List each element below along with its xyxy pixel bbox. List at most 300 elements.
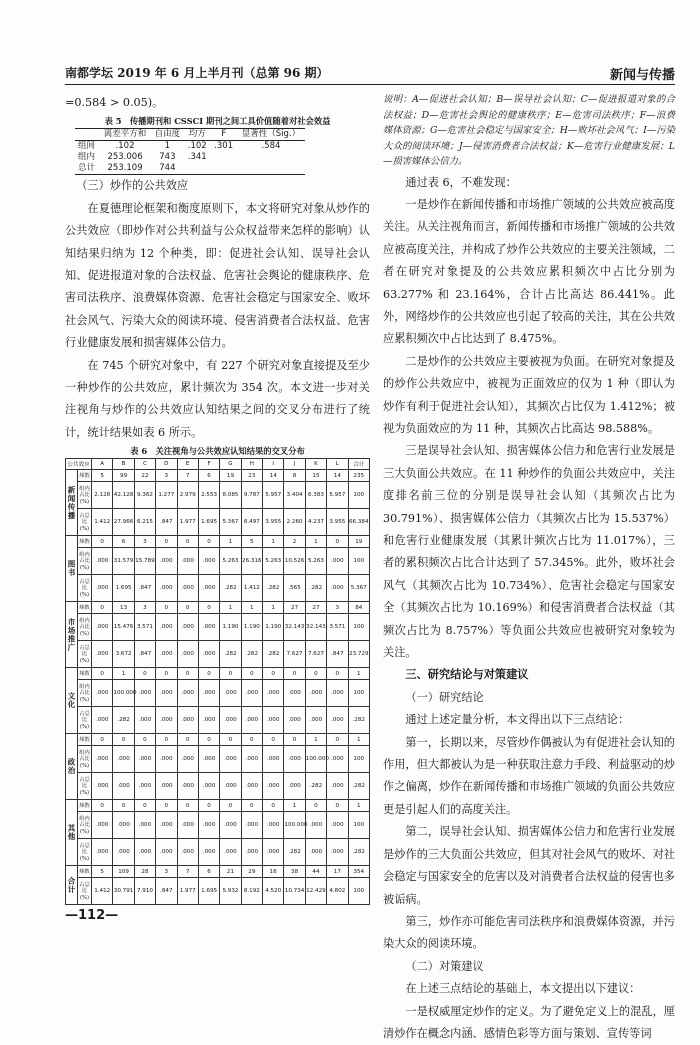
table6-cell: 3 — [134, 602, 155, 614]
table6-row — [66, 680, 370, 707]
table6-cell: .000 — [177, 812, 198, 839]
table5-cell: 总计 — [78, 163, 96, 174]
table6-cell: .000 — [177, 641, 198, 668]
table6-header-cell: H — [241, 459, 262, 470]
table6-cell: 32.143 — [305, 614, 326, 641]
table6-cell: 99 — [113, 470, 134, 482]
table6-cell: 0 — [177, 800, 198, 812]
table6-cell: 1.277 — [156, 482, 177, 509]
table6-cell: 0 — [241, 800, 262, 812]
table6-cell: 19 — [348, 536, 369, 548]
table6-cell: .000 — [220, 839, 241, 866]
table6-cell: 1.190 — [241, 614, 262, 641]
paragraph: 在上述三点结论的基础上，本文提出以下建议： — [405, 982, 641, 996]
table5-header-cell: 均方 — [188, 129, 206, 140]
table6-row — [66, 668, 370, 680]
table6-row-label: 组内占比(%) — [78, 812, 92, 839]
table6-cell: 7.910 — [134, 878, 155, 905]
table6-cell: .000 — [241, 839, 262, 866]
journal-title: 南都学坛 2019 年 6 月上半月刊（总第 96 期） — [65, 66, 329, 80]
table6-group-label: 图书 — [66, 536, 78, 602]
table5-cell: .102 — [187, 141, 207, 152]
paragraph: 第一，长期以来，尽管炒作偶被认为有促进社会认知的作用，但大都被认为是一种获取注意力手段、利益驱动的炒作之偏离，炒作在新闻传播和市场推广领域的负面公共效应更是引起人们的高度关注。 — [383, 735, 675, 816]
table6-cell: 8.085 — [220, 482, 241, 509]
table6-cell: 0 — [134, 668, 155, 680]
table6-cell: 3.955 — [263, 509, 284, 536]
table6-cell: .000 — [327, 680, 348, 707]
table6-cell: .000 — [92, 641, 113, 668]
table6-cell: .000 — [263, 707, 284, 734]
table6-cell: 15 — [305, 470, 326, 482]
table6-cell: 0 — [92, 800, 113, 812]
table6-row — [66, 509, 370, 536]
table6-cell: .000 — [198, 707, 219, 734]
paragraph: 二是炒作的公共效应主要被视为负面。在研究对象提及的炒作公共效应中，被视为正面效应的仅为 1 种（即认为炒作有利于促进社会认知），其频次占比仅为 1.412%；被视为负面效应的为 11 种，其频次占比高达 98.588%。 — [383, 354, 675, 435]
paragraph: 在夏德理论框架和衡度原则下，本文将研究对象从炒作的公共效应（即炒作对公共利益与公众权益带来怎样的影响）认知结果归纳为 12 个种类，即：促进社会认知、误导社会认知、促进报道对象的合法权益、危害社会舆论的健康秩序、危害司法秩序、浪费媒体资源、危害社会稳定与国家安全、败坏社会风气、污染大众的阅读环境、侵害消费者合法权益、危害行业健康发展和损害媒体公信力。 — [65, 201, 370, 350]
table6-cell: .000 — [284, 746, 305, 773]
table6-cell: 0 — [305, 800, 326, 812]
table6-cell: .000 — [156, 773, 177, 800]
table6-cell: 5 — [92, 866, 113, 878]
table6-row-label: 占总比(%) — [78, 641, 92, 668]
paragraph: 在 745 个研究对象中，有 227 个研究对象直接提及至少一种炒作的公共效应，累计频次为 354 次。本文进一步对关注视角与炒作的公共效应认知结果之间的交叉分布进行了统计，统计结果如表 6 所示。 — [65, 358, 370, 439]
table6-header-cell: B — [113, 459, 134, 470]
table6-caption: 表 6 关注视角与公共效应认知结果的交叉分布 — [130, 446, 305, 457]
table6-cell: 8 — [284, 470, 305, 482]
table6-cell: 0 — [198, 800, 219, 812]
table6-cell: 0 — [177, 668, 198, 680]
table6-row-label: 占总比(%) — [78, 575, 92, 602]
table6-cell: .000 — [156, 707, 177, 734]
table6-cell: 10.526 — [284, 548, 305, 575]
table6-row — [66, 812, 370, 839]
table6-cell: .000 — [113, 812, 134, 839]
table6-cell: 7.627 — [284, 641, 305, 668]
table5-cell: .584 — [261, 141, 281, 152]
table6-cell: 100 — [348, 680, 369, 707]
table6-cell: 29 — [241, 866, 262, 878]
left-column — [65, 92, 370, 905]
table6-cell: 3 — [134, 536, 155, 548]
table6-cell: 8.192 — [241, 878, 262, 905]
table6-row-label: 占总比(%) — [78, 839, 92, 866]
table6-cell: 100.000 — [305, 746, 326, 773]
table6-cell: .000 — [92, 812, 113, 839]
table6-cell: 0 — [177, 536, 198, 548]
table6-cell: 27 — [305, 602, 326, 614]
table6-cell: 21 — [220, 866, 241, 878]
table6-cell: 5.932 — [220, 878, 241, 905]
table6-cell: 3.672 — [113, 641, 134, 668]
table6-cell: 5.263 — [220, 548, 241, 575]
table6-cell: .000 — [327, 746, 348, 773]
table6-cell: .000 — [327, 707, 348, 734]
table5-cell: 组间 — [78, 141, 96, 152]
table6-row — [66, 707, 370, 734]
table6-cell: .000 — [198, 575, 219, 602]
table6-cell: 15.789 — [134, 548, 155, 575]
table6-cell: 66.384 — [348, 509, 369, 536]
table6-cell: 1 — [241, 602, 262, 614]
table6-cell: .000 — [284, 773, 305, 800]
table6-cell: .000 — [327, 548, 348, 575]
right-column — [383, 92, 675, 1045]
table6-cell: .000 — [92, 746, 113, 773]
table6-cell: 14 — [263, 470, 284, 482]
table6-row-label: 频数 — [78, 602, 92, 614]
table6-group-label: 新闻传播 — [66, 470, 78, 536]
paragraph: 一是炒作在新闻传播和市场推广领域的公共效应被高度关注。从关注视角而言，新闻传播和市场推广领域的公共效应被高度关注，并构成了炒作公共效应的主要关注领域，二者在研究对象提及的公共效应累积频次中占比分别为 63.277% 和 23.164%，合计占比高达 86.441%。此外，网络炒作的公共效应也引起了较高的关注，其在公共效应累积频次中占比达到了 8.475%。 — [383, 197, 675, 346]
table6-group-label: 文化 — [66, 668, 78, 734]
table6-row — [66, 734, 370, 746]
table6-cell: .000 — [241, 773, 262, 800]
table6-cell: .000 — [134, 773, 155, 800]
table6-cell: .000 — [134, 707, 155, 734]
table6 — [65, 458, 370, 905]
table6-cell: .000 — [92, 773, 113, 800]
paragraph: 通过表 6，不难发现： — [405, 175, 517, 189]
table6-cell: .000 — [92, 548, 113, 575]
table6-header-cell: 公共效应 — [66, 459, 92, 470]
table5-cell — [237, 152, 305, 163]
table6-cell: 1.190 — [263, 614, 284, 641]
table6-cell: 5.367 — [348, 575, 369, 602]
table6-row — [66, 536, 370, 548]
table6-cell: .000 — [92, 680, 113, 707]
table6-cell: .847 — [134, 641, 155, 668]
table6-cell: 31.579 — [113, 548, 134, 575]
table6-row — [66, 470, 370, 482]
table6-cell: .000 — [263, 680, 284, 707]
table6-group-label: 合计 — [66, 866, 78, 905]
table-note: 说明：A—促进社会认知；B—误导社会认知；C—促进报道对象的合法权益；D—危害社会舆论的健康秩序；E—危害司法秩序；F—浪费媒体资源；G—危害社会稳定与国家安全；H—败坏社会风气；I—污染大众的阅读环境；J—侵害消费者合法权益；K—危害行业健康发展；L—损害媒体公信力。 — [383, 94, 675, 167]
table6-cell: 2.553 — [198, 482, 219, 509]
table6-header-cell: F — [198, 459, 219, 470]
subsection-heading: （二）对策建议 — [405, 959, 484, 973]
table6-cell: 1 — [348, 668, 369, 680]
table6-cell: 30.791 — [113, 878, 134, 905]
table6-cell: .000 — [241, 746, 262, 773]
table6-cell: 0 — [263, 800, 284, 812]
table6-cell: .565 — [284, 575, 305, 602]
table6-cell: .000 — [92, 707, 113, 734]
table6-cell: .000 — [177, 839, 198, 866]
table5-cell: 组内 — [78, 152, 96, 163]
table6-cell: 6 — [198, 470, 219, 482]
table6-cell: .000 — [198, 773, 219, 800]
table5-header-cell: F — [221, 129, 227, 140]
table6-cell: 0 — [220, 668, 241, 680]
table6-cell: 12.429 — [305, 878, 326, 905]
table6-cell: .000 — [327, 812, 348, 839]
table6-cell: 100 — [348, 548, 369, 575]
table5-cell — [210, 163, 236, 175]
table6-row-label: 占总比(%) — [78, 707, 92, 734]
table6-cell: .000 — [156, 680, 177, 707]
table6-cell: 9.787 — [241, 482, 262, 509]
table6-cell: .282 — [263, 641, 284, 668]
paragraph: 三是误导社会认知、损害媒体公信力和危害行业发展是三大负面公共效应。在 11 种炒作的负面公共效应中，关注度排名前三位的分别是误导社会认知（其频次占比为 30.791%）、损害媒体公信力（其频次占比为 15.537%）和危害行业健康发展（其累计频次占比为 11.017%），三者的累积频次占比合计达到了 57.345%。此外，败坏社会风气（其频次占比为 10.734%）、危害社会稳定与国家安全（其频次占比为 10.169%）和侵害消费者合法权益（其频次占比为 8.757%）等负面公共效应也被研究对象较为关注。 — [383, 444, 675, 660]
table6-cell: .000 — [198, 839, 219, 866]
table6-cell: .000 — [284, 707, 305, 734]
table6-cell: .000 — [177, 680, 198, 707]
table6-cell: .000 — [305, 707, 326, 734]
table6-header-cell: A — [92, 459, 113, 470]
table6-cell: .847 — [156, 509, 177, 536]
table6-cell: .000 — [134, 746, 155, 773]
table6-cell: 1 — [305, 734, 326, 746]
table6-cell: .000 — [156, 641, 177, 668]
table6-cell: 0 — [92, 734, 113, 746]
table6-cell: 0 — [220, 800, 241, 812]
header-rule — [65, 84, 675, 85]
table6-cell: 1 — [305, 536, 326, 548]
table6-cell: 1 — [348, 800, 369, 812]
table6-cell: 6 — [198, 866, 219, 878]
table6-row-label: 组内占比(%) — [78, 746, 92, 773]
table6-cell: .000 — [177, 575, 198, 602]
table6-row — [66, 602, 370, 614]
table6-cell: .000 — [284, 680, 305, 707]
table6-cell: .282 — [241, 641, 262, 668]
table6-cell: .000 — [263, 773, 284, 800]
table6-cell: 44 — [305, 866, 326, 878]
subsection-heading: （一）研究结论 — [405, 690, 484, 704]
table6-cell: 0 — [92, 602, 113, 614]
table6-cell: 0 — [327, 536, 348, 548]
table6-cell: 4.802 — [327, 878, 348, 905]
table6-row-label: 占总比(%) — [78, 773, 92, 800]
table6-cell: .000 — [263, 812, 284, 839]
table6-cell: 2.128 — [92, 482, 113, 509]
table6-cell: 100 — [348, 812, 369, 839]
table6-cell: .000 — [198, 812, 219, 839]
table6-row — [66, 800, 370, 812]
table6-cell: 1 — [220, 602, 241, 614]
table6-cell: .282 — [348, 839, 369, 866]
table6-cell: 84 — [348, 602, 369, 614]
table6-cell: 1 — [263, 602, 284, 614]
table6-cell: .000 — [198, 548, 219, 575]
table6-cell: 100.000 — [284, 812, 305, 839]
table6-header-cell: E — [177, 459, 198, 470]
paragraph: 一是权威厘定炒作的定义。为了避免定义上的混乱，厘清炒作在概念内涵、感情色彩等方面与策划、宣传等词 — [383, 1004, 675, 1040]
table5-cell: 253.006 — [107, 152, 143, 163]
table6-cell: 1.695 — [198, 878, 219, 905]
table6-cell: 27 — [284, 602, 305, 614]
table6-cell: 0 — [156, 800, 177, 812]
table6-cell: 0 — [305, 668, 326, 680]
table6-cell: 2 — [284, 536, 305, 548]
table5-row — [75, 163, 305, 175]
table6-row-label: 频数 — [78, 866, 92, 878]
table6-cell: 1 — [220, 536, 241, 548]
table6-cell: .000 — [134, 812, 155, 839]
table6-cell: 0 — [198, 602, 219, 614]
table5-cell — [210, 152, 236, 163]
table6-cell: 9.362 — [134, 482, 155, 509]
table6-cell: 0 — [156, 668, 177, 680]
table6-cell: .000 — [156, 548, 177, 575]
table6-cell: 1.412 — [92, 878, 113, 905]
table6-cell: .000 — [220, 680, 241, 707]
table6-cell: 0 — [156, 602, 177, 614]
table6-cell: .000 — [220, 707, 241, 734]
table6-cell: 3 — [327, 602, 348, 614]
table6-cell: 0 — [177, 734, 198, 746]
table6-row-label: 频数 — [78, 734, 92, 746]
table6-cell: 0 — [156, 734, 177, 746]
table6-cell: .000 — [305, 839, 326, 866]
table6-cell: 19 — [220, 470, 241, 482]
table6-cell: 0 — [263, 668, 284, 680]
table6-cell: 5.263 — [305, 548, 326, 575]
table6-cell: .000 — [156, 839, 177, 866]
table6-cell: 0 — [134, 734, 155, 746]
table6-cell: 3 — [156, 470, 177, 482]
table6-cell: 26.316 — [241, 548, 262, 575]
table6-cell: 0 — [241, 734, 262, 746]
table5-cell: 253.109 — [107, 163, 143, 174]
table5-cell — [184, 163, 210, 175]
paragraph: 第二，误导社会认知、损害媒体公信力和危害行业发展是炒作的三大负面公共效应，但其对社会风气的败坏、对社会稳定与国家安全的危害以及对消费者合法权益的侵害也多被诟病。 — [383, 825, 675, 906]
table6-cell: 0 — [284, 734, 305, 746]
table6-cell: .000 — [220, 746, 241, 773]
table6-cell: .847 — [327, 641, 348, 668]
table6-cell: .000 — [156, 575, 177, 602]
table6-cell: 354 — [348, 866, 369, 878]
table6-cell: .000 — [327, 575, 348, 602]
table6-cell: 1.977 — [177, 878, 198, 905]
table5-cell — [237, 163, 305, 175]
table6-cell: 100 — [348, 614, 369, 641]
table5-cell: .341 — [187, 152, 207, 163]
table5-header-cell: 自由度 — [154, 129, 181, 140]
table6-cell: 1.695 — [198, 509, 219, 536]
table6-row — [66, 575, 370, 602]
table5-cell: .102 — [115, 141, 135, 152]
paragraph: 第三，炒作亦可能危害司法秩序和浪费媒体资源，并污染大众的阅读环境。 — [383, 914, 675, 951]
table6-cell: 6.497 — [241, 509, 262, 536]
table6-row-label: 频数 — [78, 536, 92, 548]
table6-cell: 4.237 — [305, 509, 326, 536]
table6-header-cell: I — [263, 459, 284, 470]
table6-row-label: 频数 — [78, 800, 92, 812]
table6-cell: 13 — [113, 602, 134, 614]
table6-cell: 6 — [113, 536, 134, 548]
section-title: 新闻与传播 — [609, 68, 675, 83]
table6-cell: 1.412 — [241, 575, 262, 602]
table6-cell: .000 — [92, 614, 113, 641]
table6-row — [66, 548, 370, 575]
table5-caption: 表 5 传播期刊和 CSSCI 期刊之间工具价值随着对社会效益 — [104, 116, 331, 127]
table6-cell: 0 — [284, 668, 305, 680]
table6-cell: 14 — [327, 470, 348, 482]
table6-cell: .282 — [305, 575, 326, 602]
table6-row-label: 频数 — [78, 470, 92, 482]
table6-row-label: 组内占比(%) — [78, 614, 92, 641]
table6-cell: 235 — [348, 470, 369, 482]
table6-cell: 5 — [241, 536, 262, 548]
table6-cell: 5 — [92, 470, 113, 482]
table6-cell: 0 — [134, 800, 155, 812]
table6-row-label: 频数 — [78, 668, 92, 680]
table6-cell: 3.571 — [327, 614, 348, 641]
table6-cell: .000 — [263, 746, 284, 773]
table6-cell: 100 — [348, 746, 369, 773]
table6-cell: .000 — [92, 839, 113, 866]
running-header — [65, 62, 675, 84]
table6-cell: 28 — [134, 866, 155, 878]
table6-cell: .000 — [113, 746, 134, 773]
table6-cell: .000 — [220, 773, 241, 800]
table6-cell: 27.966 — [113, 509, 134, 536]
table6-cell: .000 — [327, 839, 348, 866]
table6-cell: 0 — [177, 602, 198, 614]
table5-header-cell — [75, 129, 99, 141]
table6-cell: 3.404 — [284, 482, 305, 509]
table6-header-cell: L — [327, 459, 348, 470]
table5-cell: 743 — [159, 152, 176, 163]
table6-group-label: 市场推广 — [66, 602, 78, 668]
table6-cell: 10.734 — [284, 878, 305, 905]
table5-header-cell: 离差平方和 — [103, 129, 147, 140]
table6-cell: 1.695 — [113, 575, 134, 602]
table6-cell: .000 — [305, 812, 326, 839]
table6-cell: .000 — [177, 746, 198, 773]
table6-header-row — [66, 459, 370, 470]
table6-row — [66, 878, 370, 905]
table6-cell: .000 — [156, 614, 177, 641]
continued-text: =0.584 > 0.05)。 — [65, 96, 164, 109]
table6-cell: .000 — [263, 839, 284, 866]
table6-cell: 0 — [113, 800, 134, 812]
table6-row — [66, 746, 370, 773]
table6-header-cell: G — [220, 459, 241, 470]
table6-cell: 0 — [198, 668, 219, 680]
table6-row — [66, 641, 370, 668]
table6-header-cell: K — [305, 459, 326, 470]
table6-cell: .000 — [198, 746, 219, 773]
table6-cell: 0 — [198, 734, 219, 746]
table6-row — [66, 482, 370, 509]
table6-group-label: 其他 — [66, 800, 78, 866]
table6-cell: .000 — [113, 839, 134, 866]
table6-cell: .847 — [134, 575, 155, 602]
table6-cell: 0 — [92, 668, 113, 680]
table6-cell: 0 — [220, 734, 241, 746]
table6-cell: .282 — [305, 773, 326, 800]
table6-cell: 38 — [284, 866, 305, 878]
table6-cell: 32.143 — [284, 614, 305, 641]
table6-cell: 1 — [263, 536, 284, 548]
table6-cell: 3.571 — [134, 614, 155, 641]
table6-row — [66, 773, 370, 800]
table6-cell: .000 — [198, 641, 219, 668]
table5-row — [75, 141, 305, 153]
table6-cell: 0 — [327, 668, 348, 680]
table6-cell: 1 — [113, 668, 134, 680]
table6-cell: .282 — [220, 575, 241, 602]
table6-cell: 0 — [327, 800, 348, 812]
table6-cell: 1 — [284, 800, 305, 812]
table6-cell: 22 — [134, 470, 155, 482]
table6-header-cell: 合计 — [348, 459, 369, 470]
table6-cell: .000 — [305, 680, 326, 707]
table6-header-cell: D — [156, 459, 177, 470]
table6-cell: .000 — [156, 746, 177, 773]
table6-cell: 23.729 — [348, 641, 369, 668]
